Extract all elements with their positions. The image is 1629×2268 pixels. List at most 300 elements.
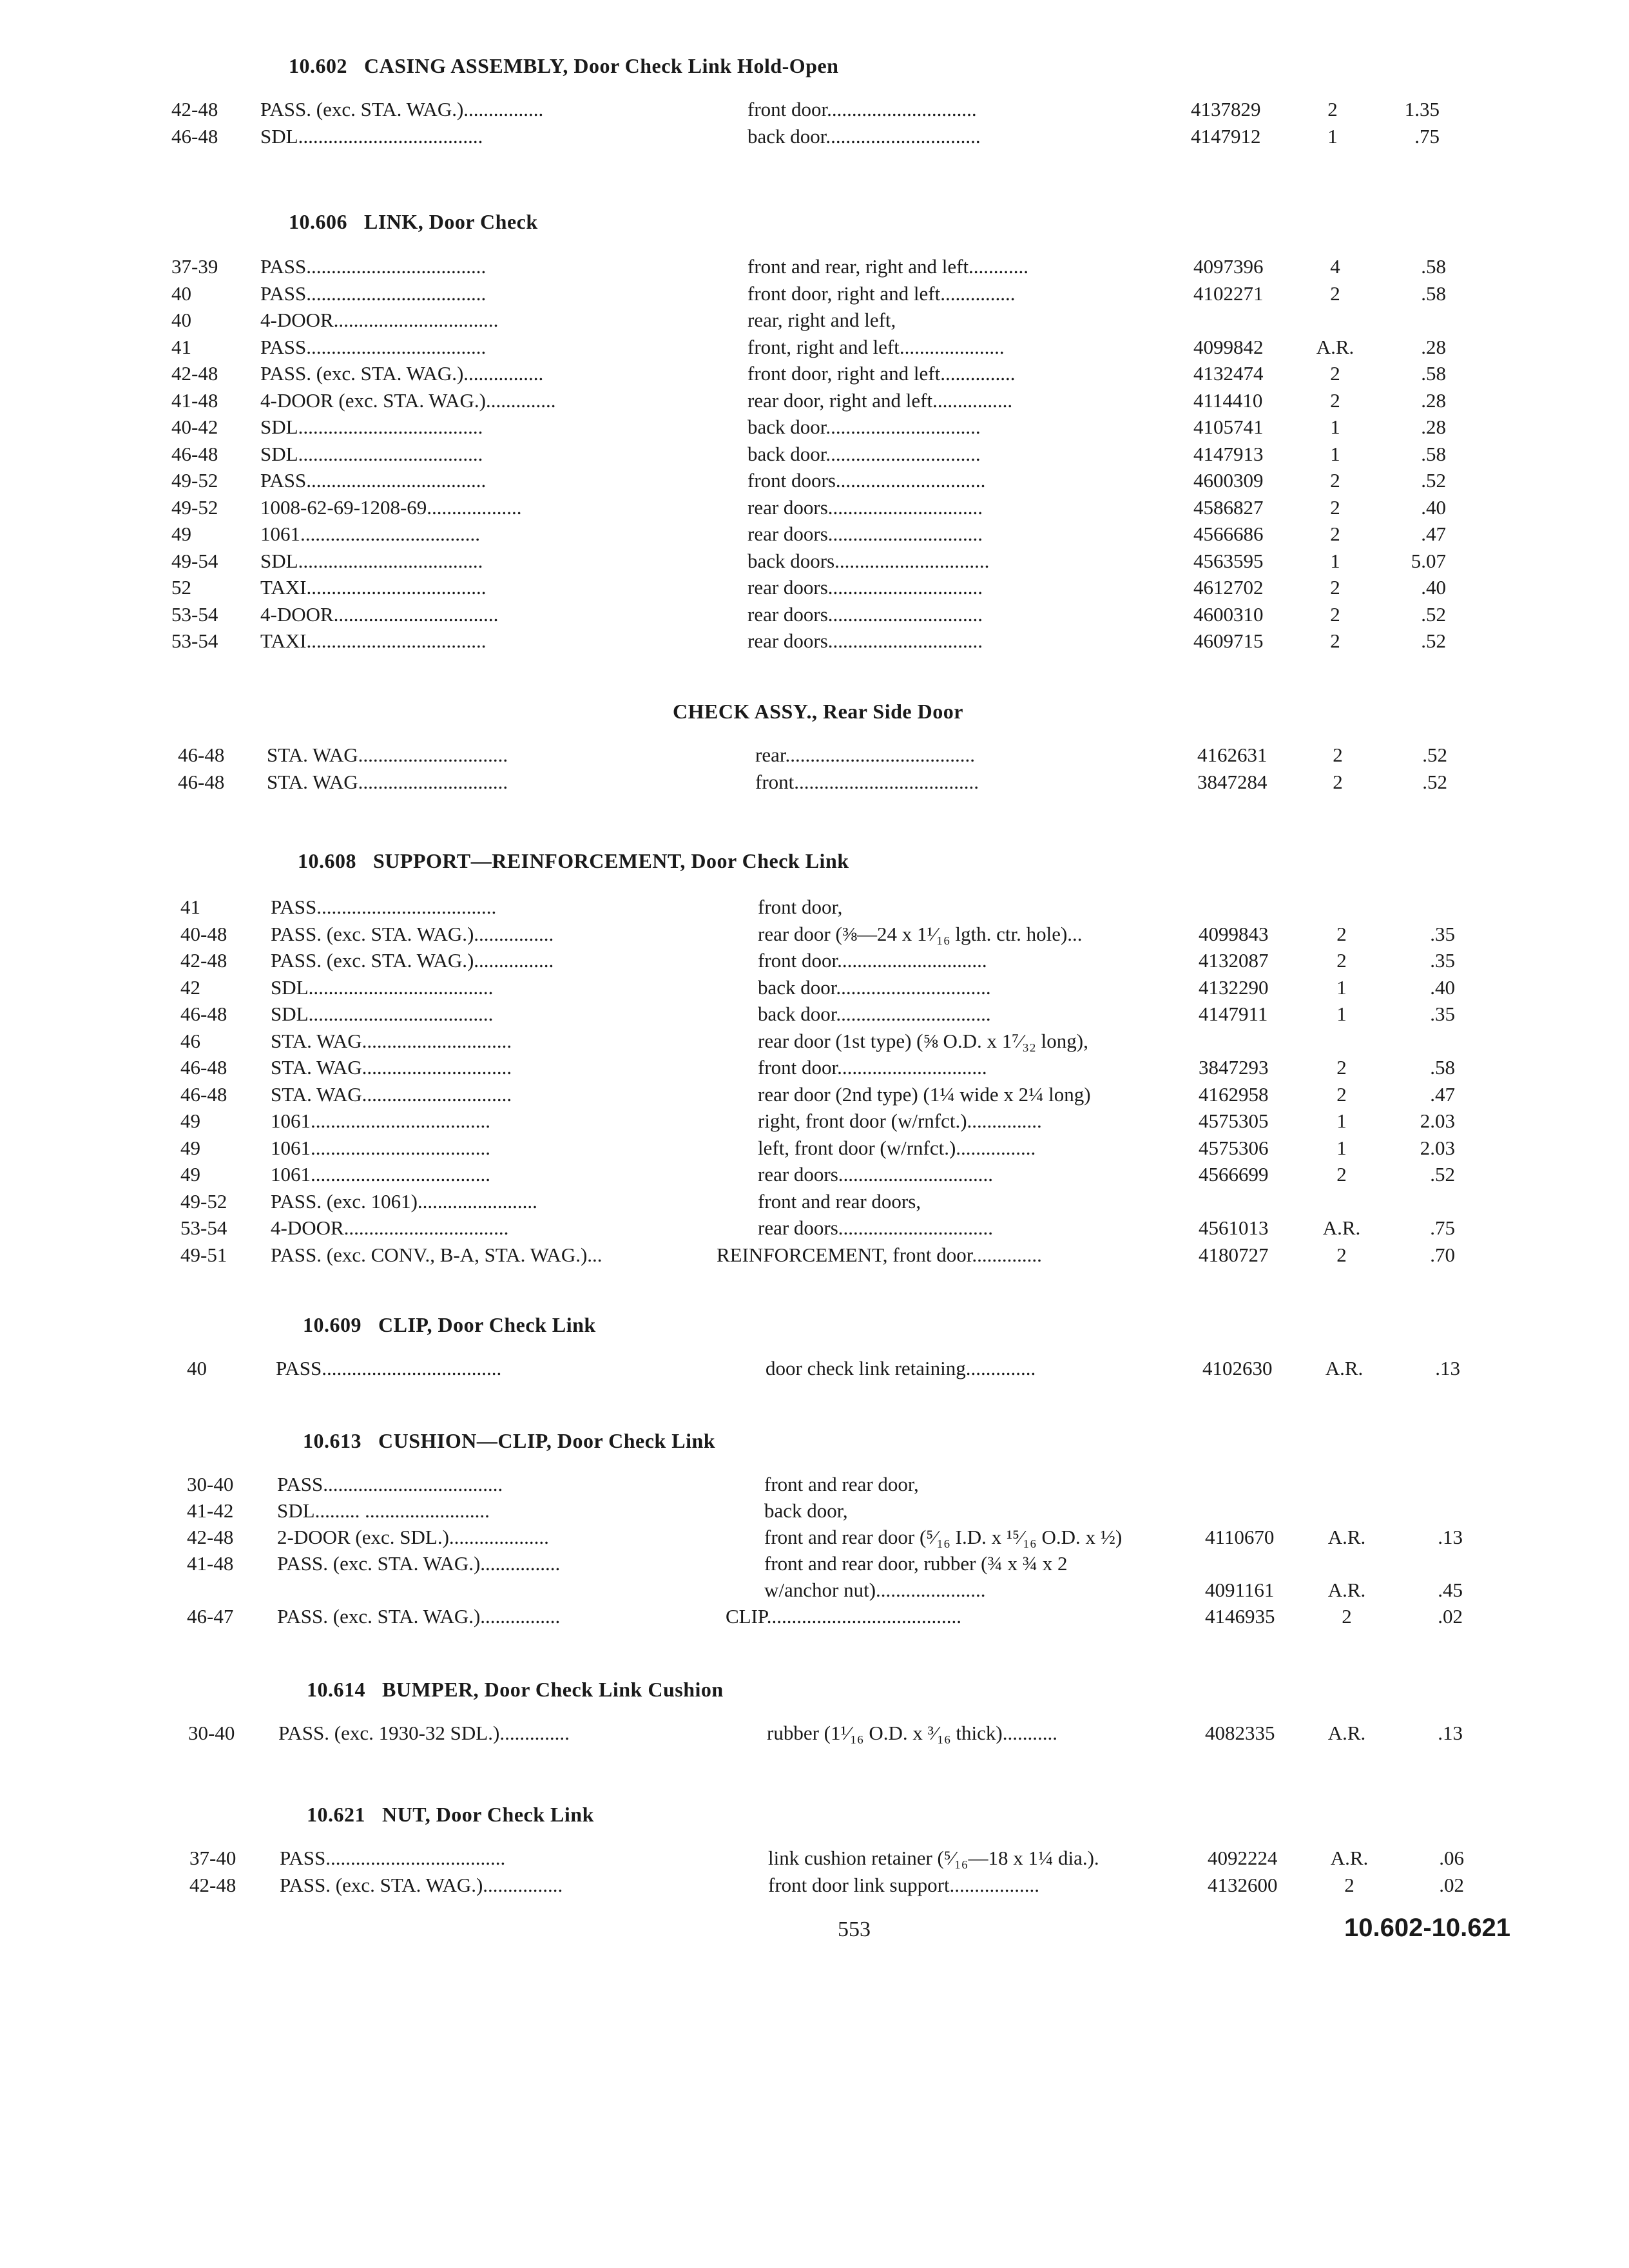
table-row bbox=[0, 947, 1629, 975]
part-number-cell: 4099842 bbox=[1193, 335, 1264, 358]
table-row bbox=[0, 95, 1629, 124]
model-cell: PASS. (exc. 1061)........................ bbox=[271, 1189, 537, 1213]
price-cell: .58 bbox=[1421, 282, 1446, 305]
part-number-cell: 4082335 bbox=[1205, 1722, 1275, 1744]
part-number-cell: 4563595 bbox=[1193, 549, 1264, 572]
model-cell: PASS. (exc. CONV., B-A, STA. WAG.)... bbox=[271, 1243, 602, 1266]
year-cell: 49 bbox=[180, 1163, 200, 1186]
price-cell: .52 bbox=[1430, 1163, 1455, 1186]
quantity-cell: A.R. bbox=[1330, 1847, 1369, 1869]
model-cell: STA. WAG.............................. bbox=[271, 1056, 512, 1079]
table-row bbox=[0, 1719, 1629, 1747]
part-number-cell: 3847284 bbox=[1197, 771, 1268, 793]
table-row bbox=[0, 1497, 1629, 1525]
year-cell: 49 bbox=[171, 523, 191, 545]
description-cell: rear, right and left, bbox=[747, 309, 896, 331]
part-number-cell: 4097396 bbox=[1193, 255, 1264, 278]
table-row bbox=[0, 520, 1629, 548]
table-row bbox=[0, 974, 1629, 1002]
description-cell: back door, bbox=[764, 1499, 848, 1522]
price-cell: .45 bbox=[1438, 1579, 1463, 1601]
description-cell: front door.............................. bbox=[758, 1056, 987, 1079]
section-heading bbox=[289, 210, 538, 234]
section-subtitle: Door Check Link Cushion bbox=[484, 1678, 724, 1701]
description-cell: front and rear doors, bbox=[758, 1189, 921, 1213]
year-cell: 49-54 bbox=[171, 549, 218, 572]
model-cell: SDL......... ......................... bbox=[277, 1499, 490, 1522]
year-cell: 52 bbox=[171, 576, 191, 599]
table-row bbox=[0, 1053, 1629, 1082]
price-cell: 1.35 bbox=[1404, 98, 1440, 120]
year-cell: 37-40 bbox=[189, 1847, 236, 1869]
quantity-cell: 2 bbox=[1336, 1082, 1347, 1106]
model-cell: PASS. (exc. STA. WAG.)................ bbox=[260, 98, 544, 120]
quantity-cell: 1 bbox=[1336, 1110, 1347, 1132]
quantity-cell: 2 bbox=[1330, 602, 1340, 626]
price-cell: .40 bbox=[1421, 495, 1446, 519]
year-cell: 40-48 bbox=[180, 922, 227, 945]
section-heading bbox=[307, 1678, 724, 1702]
table-row bbox=[0, 1107, 1629, 1135]
table-row bbox=[0, 1470, 1629, 1499]
year-cell: 49-52 bbox=[171, 469, 218, 492]
price-cell: .75 bbox=[1430, 1216, 1455, 1239]
part-number-cell: 4132474 bbox=[1193, 362, 1264, 385]
quantity-cell: 1 bbox=[1336, 1003, 1347, 1025]
part-number-cell: 4102630 bbox=[1202, 1357, 1273, 1379]
section-title: CASING ASSEMBLY, bbox=[364, 54, 568, 77]
part-number-cell: 4137829 bbox=[1191, 98, 1261, 120]
year-cell: 42-48 bbox=[189, 1874, 236, 1896]
description-cell: front door, right and left............... bbox=[747, 282, 1016, 305]
year-cell: 41-48 bbox=[171, 389, 218, 412]
part-number-cell: 4600310 bbox=[1193, 602, 1264, 626]
price-cell: .70 bbox=[1430, 1243, 1455, 1266]
table-row bbox=[0, 1550, 1629, 1578]
price-cell: .58 bbox=[1430, 1056, 1455, 1079]
price-cell: .40 bbox=[1421, 576, 1446, 599]
quantity-cell: 2 bbox=[1330, 576, 1340, 599]
model-cell: 2-DOOR (exc. SDL.).................... bbox=[277, 1526, 549, 1548]
description-cell: back doors............................... bbox=[747, 549, 990, 572]
section-title: CUSHION—CLIP, bbox=[378, 1429, 552, 1452]
description-cell: rear doors............................... bbox=[747, 495, 983, 519]
year-cell: 46-48 bbox=[171, 125, 218, 148]
description-cell: front, right and left..................... bbox=[747, 335, 1005, 358]
section-number: 10.621 bbox=[307, 1803, 365, 1826]
description-cell: right, front door (w/rnfct.)............... bbox=[758, 1110, 1042, 1132]
year-cell: 41-42 bbox=[187, 1499, 234, 1522]
year-cell: 42-48 bbox=[171, 362, 218, 385]
price-cell: 2.03 bbox=[1420, 1136, 1455, 1159]
part-number-cell: 4162958 bbox=[1199, 1082, 1269, 1106]
model-cell: TAXI.................................... bbox=[260, 576, 487, 599]
price-cell: .13 bbox=[1438, 1722, 1463, 1744]
part-number-cell: 4162631 bbox=[1197, 744, 1268, 766]
table-row bbox=[0, 466, 1629, 495]
model-cell: PASS. (exc. STA. WAG.)................ bbox=[271, 949, 554, 972]
description-cell: CLIP....................................... bbox=[726, 1605, 961, 1628]
model-cell: PASS. (exc. 1930-32 SDL.).............. bbox=[278, 1722, 570, 1744]
model-cell: STA. WAG.............................. bbox=[271, 1082, 512, 1106]
table-row bbox=[0, 1354, 1629, 1383]
model-cell: PASS. (exc. STA. WAG.)................ bbox=[260, 362, 544, 385]
description-cell: rubber (1¹⁄₁₆ O.D. x ³⁄₁₆ thick)........... bbox=[767, 1722, 1057, 1744]
quantity-cell: 1 bbox=[1327, 125, 1338, 148]
year-cell: 49-52 bbox=[171, 495, 218, 519]
part-number-cell: 4609715 bbox=[1193, 629, 1264, 652]
quantity-cell: A.R. bbox=[1327, 1526, 1366, 1548]
description-cell: left, front door (w/rnfct.)................ bbox=[758, 1136, 1036, 1159]
description-cell: w/anchor nut)...................... bbox=[764, 1579, 986, 1601]
price-cell: .52 bbox=[1421, 469, 1446, 492]
price-cell: .02 bbox=[1438, 1605, 1463, 1628]
section-title: NUT, bbox=[382, 1803, 431, 1826]
table-row bbox=[0, 1241, 1629, 1269]
description-cell: back door............................... bbox=[758, 975, 991, 999]
part-number-cell: 4566699 bbox=[1199, 1163, 1269, 1186]
quantity-cell: 1 bbox=[1330, 416, 1340, 438]
quantity-cell: 1 bbox=[1336, 1136, 1347, 1159]
quantity-cell: 2 bbox=[1333, 744, 1343, 766]
section-number: 10.613 bbox=[303, 1429, 361, 1452]
section-title: CHECK ASSY., bbox=[673, 700, 818, 723]
price-cell: .47 bbox=[1430, 1082, 1455, 1106]
table-row bbox=[0, 360, 1629, 388]
price-cell: .52 bbox=[1421, 629, 1446, 652]
quantity-cell: 2 bbox=[1336, 1056, 1347, 1079]
section-subtitle: Door Check bbox=[429, 210, 538, 233]
part-number-cell: 4092224 bbox=[1208, 1847, 1278, 1869]
price-cell: .52 bbox=[1422, 744, 1447, 766]
price-cell: .52 bbox=[1421, 602, 1446, 626]
model-cell: PASS.................................... bbox=[276, 1357, 502, 1379]
page-number: 553 bbox=[838, 1917, 871, 1941]
description-cell: front and rear door, bbox=[764, 1473, 919, 1495]
part-number-cell: 4575306 bbox=[1199, 1136, 1269, 1159]
description-cell: front and rear, right and left............ bbox=[747, 255, 1029, 278]
model-cell: 1061.................................... bbox=[271, 1136, 490, 1159]
quantity-cell: 2 bbox=[1330, 469, 1340, 492]
model-cell: SDL..................................... bbox=[260, 125, 483, 148]
description-cell: front door, right and left............... bbox=[747, 362, 1016, 385]
table-row bbox=[0, 1134, 1629, 1162]
quantity-cell: 2 bbox=[1336, 1163, 1347, 1186]
year-cell: 46-48 bbox=[180, 1003, 227, 1025]
part-number-cell: 4102271 bbox=[1193, 282, 1264, 305]
table-row bbox=[0, 1871, 1629, 1899]
price-cell: .06 bbox=[1439, 1847, 1464, 1869]
quantity-cell: 2 bbox=[1330, 282, 1340, 305]
quantity-cell: 2 bbox=[1330, 629, 1340, 652]
year-cell: 40 bbox=[171, 282, 191, 305]
section-number: 10.609 bbox=[303, 1313, 361, 1336]
year-cell: 46-48 bbox=[180, 1056, 227, 1079]
description-cell: front door, bbox=[758, 896, 843, 918]
model-cell: PASS.................................... bbox=[260, 282, 487, 305]
table-row bbox=[0, 741, 1629, 769]
model-cell: 4-DOOR................................. bbox=[260, 309, 499, 331]
table-row bbox=[0, 547, 1629, 575]
table-row bbox=[0, 440, 1629, 468]
model-cell: SDL..................................... bbox=[260, 416, 483, 438]
description-cell: rear doors............................... bbox=[758, 1216, 994, 1239]
price-cell: 2.03 bbox=[1420, 1110, 1455, 1132]
part-number-cell: 3847293 bbox=[1199, 1056, 1269, 1079]
part-number-cell: 4114410 bbox=[1193, 389, 1263, 412]
model-cell: SDL..................................... bbox=[271, 975, 494, 999]
quantity-cell: 2 bbox=[1336, 949, 1347, 972]
part-number-cell: 4110670 bbox=[1205, 1526, 1275, 1548]
price-cell: .52 bbox=[1422, 771, 1447, 793]
year-cell: 49 bbox=[180, 1136, 200, 1159]
year-cell: 40-42 bbox=[171, 416, 218, 438]
section-subtitle: Rear Side Door bbox=[822, 700, 963, 723]
part-number-cell: 4180727 bbox=[1199, 1243, 1269, 1266]
model-cell: SDL..................................... bbox=[260, 549, 483, 572]
section-title: LINK, bbox=[364, 210, 424, 233]
section-title: BUMPER, bbox=[382, 1678, 479, 1701]
quantity-cell: 1 bbox=[1330, 549, 1340, 572]
table-row bbox=[0, 893, 1629, 921]
section-number: 10.602 bbox=[289, 54, 347, 77]
price-cell: .35 bbox=[1430, 1003, 1455, 1025]
section-title: SUPPORT—REINFORCEMENT, bbox=[373, 849, 686, 872]
section-heading bbox=[298, 849, 849, 873]
model-cell: STA. WAG.............................. bbox=[267, 771, 508, 793]
year-cell: 53-54 bbox=[180, 1216, 227, 1239]
quantity-cell: A.R. bbox=[1327, 1722, 1366, 1744]
section-heading bbox=[289, 54, 838, 78]
section-heading bbox=[303, 1313, 596, 1337]
model-cell: PASS. (exc. STA. WAG.)................ bbox=[277, 1552, 561, 1575]
year-cell: 41-48 bbox=[187, 1552, 234, 1575]
price-cell: .58 bbox=[1421, 442, 1446, 465]
section-title: CLIP, bbox=[378, 1313, 433, 1336]
price-cell: .35 bbox=[1430, 949, 1455, 972]
model-cell: PASS.................................... bbox=[277, 1473, 503, 1495]
section-subtitle: Door Check Link bbox=[557, 1429, 716, 1452]
part-number-cell: 4132600 bbox=[1208, 1874, 1278, 1896]
table-row bbox=[0, 333, 1629, 361]
year-cell: 40 bbox=[187, 1357, 207, 1379]
table-row bbox=[0, 768, 1629, 796]
model-cell: STA. WAG.............................. bbox=[267, 744, 508, 766]
price-cell: .13 bbox=[1438, 1526, 1463, 1548]
model-cell: 4-DOOR................................. bbox=[271, 1216, 509, 1239]
description-cell: door check link retaining.............. bbox=[766, 1357, 1036, 1379]
year-cell: 46-48 bbox=[171, 442, 218, 465]
model-cell: PASS. (exc. STA. WAG.)................ bbox=[277, 1605, 561, 1628]
section-subtitle: Door Check Link bbox=[691, 849, 849, 872]
model-cell: 1061.................................... bbox=[271, 1163, 490, 1186]
year-cell: 42 bbox=[180, 975, 200, 999]
quantity-cell: 2 bbox=[1330, 389, 1340, 412]
table-row bbox=[0, 920, 1629, 948]
model-cell: PASS.................................... bbox=[260, 255, 487, 278]
description-cell: back door............................... bbox=[747, 125, 981, 148]
quantity-cell: 2 bbox=[1336, 1243, 1347, 1266]
price-cell: .28 bbox=[1421, 389, 1446, 412]
description-cell: back door............................... bbox=[747, 442, 981, 465]
model-cell: PASS. (exc. STA. WAG.)................ bbox=[280, 1874, 563, 1896]
quantity-cell: A.R. bbox=[1325, 1357, 1364, 1379]
part-number-cell: 4147913 bbox=[1193, 442, 1264, 465]
part-number-cell: 4132087 bbox=[1199, 949, 1269, 972]
description-cell: back door............................... bbox=[758, 1003, 991, 1025]
model-cell: 1008-62-69-1208-69................... bbox=[260, 495, 522, 519]
description-cell: front door.............................. bbox=[747, 98, 977, 120]
part-number-cell: 4147912 bbox=[1191, 125, 1261, 148]
description-cell: REINFORCEMENT, front door.............. bbox=[717, 1243, 1042, 1266]
description-cell: front and rear door (⁵⁄₁₆ I.D. x ¹⁵⁄₁₆ O.D. x ½) bbox=[764, 1526, 1123, 1548]
part-number-cell: 4147911 bbox=[1199, 1003, 1268, 1025]
description-cell: rear...................................... bbox=[755, 744, 975, 766]
description-cell: rear doors............................... bbox=[758, 1163, 994, 1186]
description-cell: rear doors............................... bbox=[747, 602, 983, 626]
model-cell: SDL..................................... bbox=[271, 1003, 494, 1025]
model-cell: 1061.................................... bbox=[260, 523, 480, 545]
quantity-cell: A.R. bbox=[1316, 335, 1354, 358]
part-number-cell: 4146935 bbox=[1205, 1605, 1275, 1628]
price-cell: .58 bbox=[1421, 362, 1446, 385]
model-cell: STA. WAG.............................. bbox=[271, 1029, 512, 1052]
quantity-cell: 4 bbox=[1330, 255, 1340, 278]
price-cell: .28 bbox=[1421, 335, 1446, 358]
price-cell: .40 bbox=[1430, 975, 1455, 999]
table-row bbox=[0, 1523, 1629, 1552]
year-cell: 40 bbox=[171, 309, 191, 331]
table-row bbox=[0, 280, 1629, 308]
part-number-cell: 4132290 bbox=[1199, 975, 1269, 999]
description-cell: front doors.............................. bbox=[747, 469, 986, 492]
part-number-cell: 4612702 bbox=[1193, 576, 1264, 599]
description-cell: rear door, right and left................ bbox=[747, 389, 1013, 412]
table-row bbox=[0, 494, 1629, 522]
quantity-cell: 2 bbox=[1333, 771, 1343, 793]
year-cell: 42-48 bbox=[180, 949, 227, 972]
part-number-cell: 4586827 bbox=[1193, 495, 1264, 519]
section-subtitle: Door Check Link bbox=[436, 1803, 594, 1826]
section-range: 10.602-10.621 bbox=[1344, 1914, 1511, 1942]
description-cell: front door link support.................. bbox=[768, 1874, 1040, 1896]
description-cell: rear door (1st type) (⅝ O.D. x 1⁷⁄₃₂ long), bbox=[758, 1029, 1088, 1052]
table-row bbox=[0, 1844, 1629, 1872]
table-row bbox=[0, 573, 1629, 602]
model-cell: PASS.................................... bbox=[280, 1847, 506, 1869]
description-cell: back door............................... bbox=[747, 416, 981, 438]
description-cell: link cushion retainer (⁵⁄₁₆—18 x 1¼ dia.). bbox=[768, 1847, 1099, 1869]
year-cell: 46-47 bbox=[187, 1605, 234, 1628]
model-cell: 4-DOOR................................. bbox=[260, 602, 499, 626]
table-row bbox=[0, 1602, 1629, 1631]
price-cell: 5.07 bbox=[1411, 549, 1446, 572]
price-cell: .28 bbox=[1421, 416, 1446, 438]
year-cell: 30-40 bbox=[188, 1722, 235, 1744]
table-row bbox=[0, 1000, 1629, 1028]
quantity-cell: 1 bbox=[1330, 442, 1340, 465]
section-number: 10.614 bbox=[307, 1678, 365, 1701]
description-cell: rear door (⅜—24 x 1¹⁄₁₆ lgth. ctr. hole)... bbox=[758, 922, 1083, 945]
year-cell: 41 bbox=[171, 335, 191, 358]
year-cell: 46-48 bbox=[178, 744, 225, 766]
table-row bbox=[0, 1081, 1629, 1109]
year-cell: 53-54 bbox=[171, 602, 218, 626]
description-cell: rear door (2nd type) (1¼ wide x 2¼ long) bbox=[758, 1082, 1091, 1106]
table-row bbox=[0, 306, 1629, 334]
section-subtitle: Door Check Link Hold-Open bbox=[574, 54, 839, 77]
part-number-cell: 4561013 bbox=[1199, 1216, 1269, 1239]
quantity-cell: 2 bbox=[1344, 1874, 1354, 1896]
price-cell: .58 bbox=[1421, 255, 1446, 278]
quantity-cell: 1 bbox=[1336, 975, 1347, 999]
part-number-cell: 4105741 bbox=[1193, 416, 1264, 438]
description-cell: rear doors............................... bbox=[747, 576, 983, 599]
model-cell: SDL..................................... bbox=[260, 442, 483, 465]
part-number-cell: 4091161 bbox=[1205, 1579, 1275, 1601]
year-cell: 30-40 bbox=[187, 1473, 234, 1495]
year-cell: 49 bbox=[180, 1110, 200, 1132]
year-cell: 49-51 bbox=[180, 1243, 227, 1266]
quantity-cell: 2 bbox=[1330, 495, 1340, 519]
model-cell: PASS.................................... bbox=[260, 335, 487, 358]
description-cell: rear doors............................... bbox=[747, 523, 983, 545]
table-row bbox=[0, 1214, 1629, 1242]
table-row bbox=[0, 1160, 1629, 1189]
table-row bbox=[0, 413, 1629, 441]
part-number-cell: 4600309 bbox=[1193, 469, 1264, 492]
quantity-cell: A.R. bbox=[1322, 1216, 1361, 1239]
table-row bbox=[0, 387, 1629, 415]
section-number: 10.608 bbox=[298, 849, 356, 872]
year-cell: 41 bbox=[180, 896, 200, 918]
quantity-cell: 2 bbox=[1327, 98, 1338, 120]
model-cell: 4-DOOR (exc. STA. WAG.).............. bbox=[260, 389, 556, 412]
description-cell: rear doors............................... bbox=[747, 629, 983, 652]
quantity-cell: 2 bbox=[1330, 362, 1340, 385]
model-cell: PASS.................................... bbox=[260, 469, 487, 492]
section-heading bbox=[307, 1803, 594, 1827]
table-row bbox=[0, 601, 1629, 629]
section-heading bbox=[673, 700, 963, 724]
model-cell: 1061.................................... bbox=[271, 1110, 490, 1132]
price-cell: .35 bbox=[1430, 922, 1455, 945]
description-cell: front and rear door, rubber (¾ x ¾ x 2 bbox=[764, 1552, 1068, 1575]
table-row bbox=[0, 1576, 1629, 1604]
table-row bbox=[0, 122, 1629, 151]
year-cell: 46-48 bbox=[178, 771, 225, 793]
quantity-cell: 2 bbox=[1330, 523, 1340, 545]
year-cell: 46-48 bbox=[180, 1082, 227, 1106]
part-number-cell: 4099843 bbox=[1199, 922, 1269, 945]
section-number: 10.606 bbox=[289, 210, 347, 233]
model-cell: TAXI.................................... bbox=[260, 629, 487, 652]
section-heading bbox=[303, 1429, 715, 1453]
price-cell: .47 bbox=[1421, 523, 1446, 545]
year-cell: 42-48 bbox=[187, 1526, 234, 1548]
quantity-cell: 2 bbox=[1342, 1605, 1352, 1628]
price-cell: .75 bbox=[1414, 125, 1440, 148]
year-cell: 53-54 bbox=[171, 629, 218, 652]
description-cell: front door.............................. bbox=[758, 949, 987, 972]
price-cell: .13 bbox=[1435, 1357, 1460, 1379]
table-row bbox=[0, 1187, 1629, 1216]
section-subtitle: Door Check Link bbox=[438, 1313, 596, 1336]
year-cell: 37-39 bbox=[171, 255, 218, 278]
description-cell: front..................................... bbox=[755, 771, 979, 793]
part-number-cell: 4575305 bbox=[1199, 1110, 1269, 1132]
price-cell: .02 bbox=[1439, 1874, 1464, 1896]
